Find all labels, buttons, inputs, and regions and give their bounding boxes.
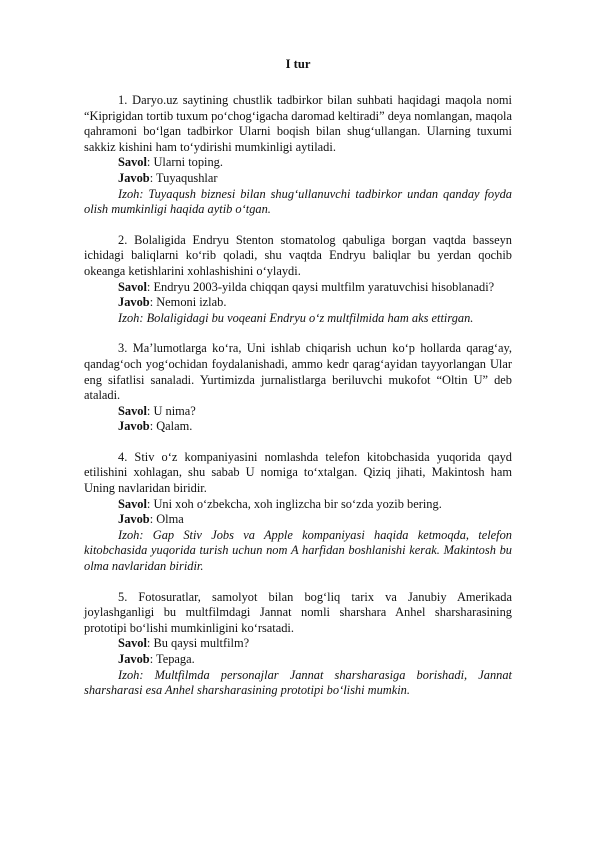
question-text: : Endryu 2003-yilda chiqqan qaysi multfilm yaratuvchisi hisoblanadi? [146, 279, 495, 294]
question-label: Savol [118, 155, 147, 170]
paragraph-text: 1. Daryo.uz saytining chustlik tadbirkor bilan suhbati haqidagi maqola nomi “Kiprigidan tortib tuxum po‘chog‘igacha daromad keltiradi” deya nomlangan, maqola qahramoni bo‘lgan tadbirkor Ularni boqish bilan shug‘ullangan. Ularning tuxumi sakkiz kishini ham to‘ydirishi mumkinligi aytiladi. [84, 93, 512, 154]
question-block-2 [84, 233, 512, 327]
question-block-3 [84, 341, 512, 435]
question-block-5 [84, 590, 512, 699]
answer-label: Javob [118, 419, 150, 434]
paragraph-text: 3. Ma’lumotlarga ko‘ra, Uni ishlab chiqarish uchun ko‘p hollarda qarag‘ay, qandag‘och yog‘ochidan foydalanishadi, ammo kedr qarag‘ayidan tayyorlangan Ular eng sifatlisi sanaladi. Yurtimizda jurnalistlarga beriluvchi mukofot “Oltin U” deb ataladi. [84, 341, 512, 403]
question-label: Savol [118, 403, 147, 418]
answer-text: : Tuyaqushlar [149, 170, 218, 185]
question-text: : Uni xoh o‘zbekcha, xoh inglizcha bir so‘zda yozib bering. [146, 496, 442, 511]
note-text: Izoh: Bolaligidagi bu voqeani Endryu o‘z multfilmida ham aks ettirgan. [118, 310, 474, 325]
question-label: Savol [118, 279, 147, 294]
page-title: I tur [285, 57, 311, 71]
question-block-4 [84, 450, 512, 575]
question-text: : Bu qaysi multfilm? [146, 636, 250, 651]
question-line [118, 280, 512, 296]
answer-label: Javob [118, 295, 150, 310]
paragraph-text: 4. Stiv o‘z kompaniyasini nomlashda telefon kitobchasida yuqorida qayd etilishini xohlagan, shu sabab U nomiga to‘xtalgan. Qiziq jihati, Makintosh ham Uning navlaridan biridir. [84, 449, 512, 496]
document-body [84, 93, 512, 714]
note-text: Izoh: Tuyaqush biznesi bilan shug‘ullanuvchi tadbirkor undan qanday foyda olish mumkinligi haqida aytib o‘tgan. [84, 186, 512, 217]
answer-label: Javob [118, 652, 150, 666]
answer-label: Javob [118, 170, 150, 185]
note-text: Izoh: Gap Stiv Jobs va Apple kompaniyasi haqida ketmoqda, telefon kitobchasida yuqorida turish uchun nom A harfidan boshlanishi kerak. Makintosh bu olma navlaridan biridir. [84, 527, 512, 574]
answer-text: : Nemoni izlab. [149, 295, 227, 310]
answer-line [118, 652, 512, 668]
question-line [118, 404, 512, 420]
answer-text: : Tepaga. [149, 652, 195, 666]
answer-line [118, 419, 512, 435]
question-line [118, 155, 512, 171]
answer-line [118, 512, 512, 528]
answer-text: : Olma [149, 512, 184, 527]
question-text: : Ularni toping. [146, 155, 223, 170]
paragraph-text: 5. Fotosuratlar, samolyot bilan bog‘liq tarix va Janubiy Amerikada joylashganligi bu multfilmdagi Jannat nomli sharshara Anhel sharsharasining prototipi bo‘lishi mumkinligini ko‘rsatadi. [84, 589, 512, 635]
note-text: Izoh: Multfilmda personajlar Jannat sharsharasiga borishadi, Jannat sharsharasi esa Anhel sharsharasining prototipi bo‘lishi mumkin. [84, 667, 512, 698]
question-label: Savol [118, 636, 147, 651]
question-line [118, 636, 512, 652]
answer-line [118, 171, 512, 187]
question-line [118, 497, 512, 513]
answer-text: : Qalam. [149, 419, 193, 434]
answer-label: Javob [118, 512, 150, 527]
paragraph-text: 2. Bolaligida Endryu Stenton stomatolog qabuliga borgan vaqtda basseyn ichidagi baliqlarni ko‘rib qoladi, shu vaqtda Endryu baliqlar bu yerdan qochib okeanga ketishlarini xohlashishini o‘ylaydi. [84, 232, 512, 278]
question-label: Savol [118, 496, 147, 511]
question-text: : U nima? [146, 403, 196, 418]
answer-line [118, 295, 512, 311]
question-block-1 [84, 93, 512, 218]
